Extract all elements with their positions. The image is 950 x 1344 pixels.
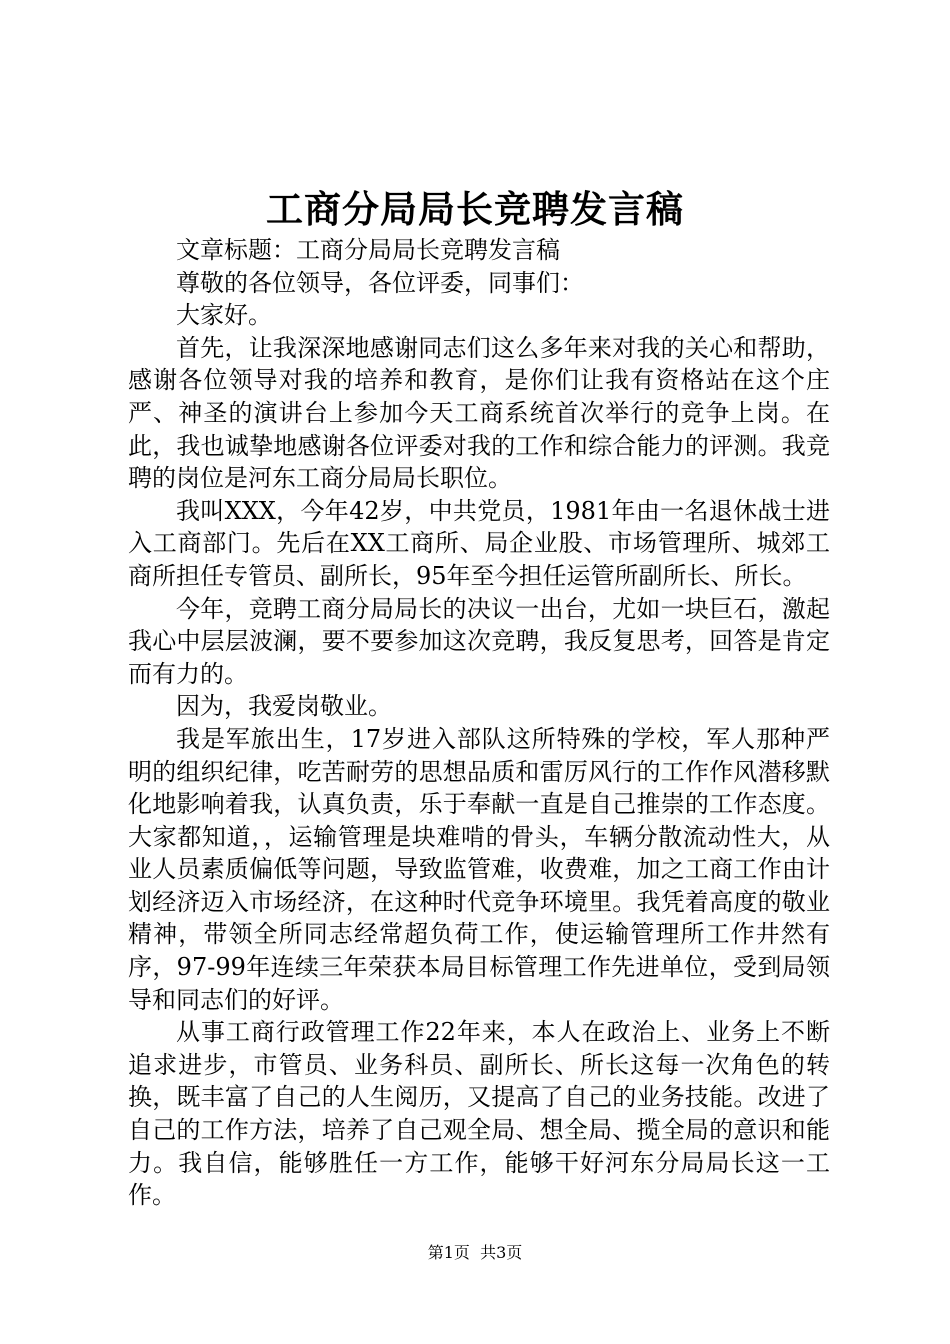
page-footer	[0, 1242, 950, 1264]
paragraph-greeting: 大家好。	[176, 301, 272, 330]
paragraph-thanks: 首先，让我深深地感谢同志们这么多年来对我的关心和帮助，感谢各位领导对我的培养和教育，是你们让我有资格站在这个庄严、神圣的演讲台上参加今天工商系统首次举行的竞争上岗。在此，我也诚挚地感谢各位评委对我的工作和综合能力的评测。我竞聘的岗位是河东工商分局局长职位。	[128, 333, 830, 493]
page-total: 共3页	[480, 1243, 523, 1262]
paragraph-self-introduction: 我叫XXX，今年42岁，中共党员，1981年由一名退休战士进入工商部门。先后在XX工商所、局企业股、市场管理所、城郊工商所担任专管员、副所长，95年至今担任运管所副所长、所长。	[128, 496, 830, 590]
paragraph-salutation: 尊敬的各位领导，各位评委，同事们：	[176, 268, 584, 297]
paragraph-military-background: 我是军旅出生，17岁进入部队这所特殊的学校，军人那种严明的组织纪律，吃苦耐劳的思想品质和雷厉风行的工作作风潜移默化地影响着我，认真负责，乐于奉献一直是自己推崇的工作态度。大家都知道，，运输管理是块难啃的骨头，车辆分散流动性大，从业人员素质偏低等问题，导致监管难，收费难，加之工商工作由计划经济迈入市场经济，在这种时代竞争环境里。我凭着高度的敬业精神，带领全所同志经常超负荷工作，使运输管理所工作井然有序，97-99年连续三年荣获本局目标管理工作先进单位，受到局领导和同志们的好评。	[128, 724, 830, 1014]
paragraph-experience: 从事工商行政管理工作22年来，本人在政治上、业务上不断追求进步，市管员、业务科员、副所长、所长这每一次角色的转换，既丰富了自己的人生阅历，又提高了自己的业务技能。改进了自己的工作方法，培养了自己观全局、想全局、揽全局的意识和能力。我自信，能够胜任一方工作，能够干好河东分局局长这一工作。	[128, 1018, 830, 1210]
document-title: 工商分局局长竞聘发言稿	[266, 187, 684, 231]
paragraph-motivation: 今年，竞聘工商分局局长的决议一出台，尤如一块巨石，激起我心中层层波澜，要不要参加这次竞聘，我反复思考，回答是肯定而有力的。	[128, 594, 830, 688]
paragraph-reason: 因为，我爱岗敬业。	[176, 692, 392, 721]
page-number: 第1页	[427, 1243, 470, 1262]
document-body	[128, 234, 830, 1212]
paragraph-article-title: 文章标题：工商分局局长竞聘发言稿	[176, 236, 560, 264]
